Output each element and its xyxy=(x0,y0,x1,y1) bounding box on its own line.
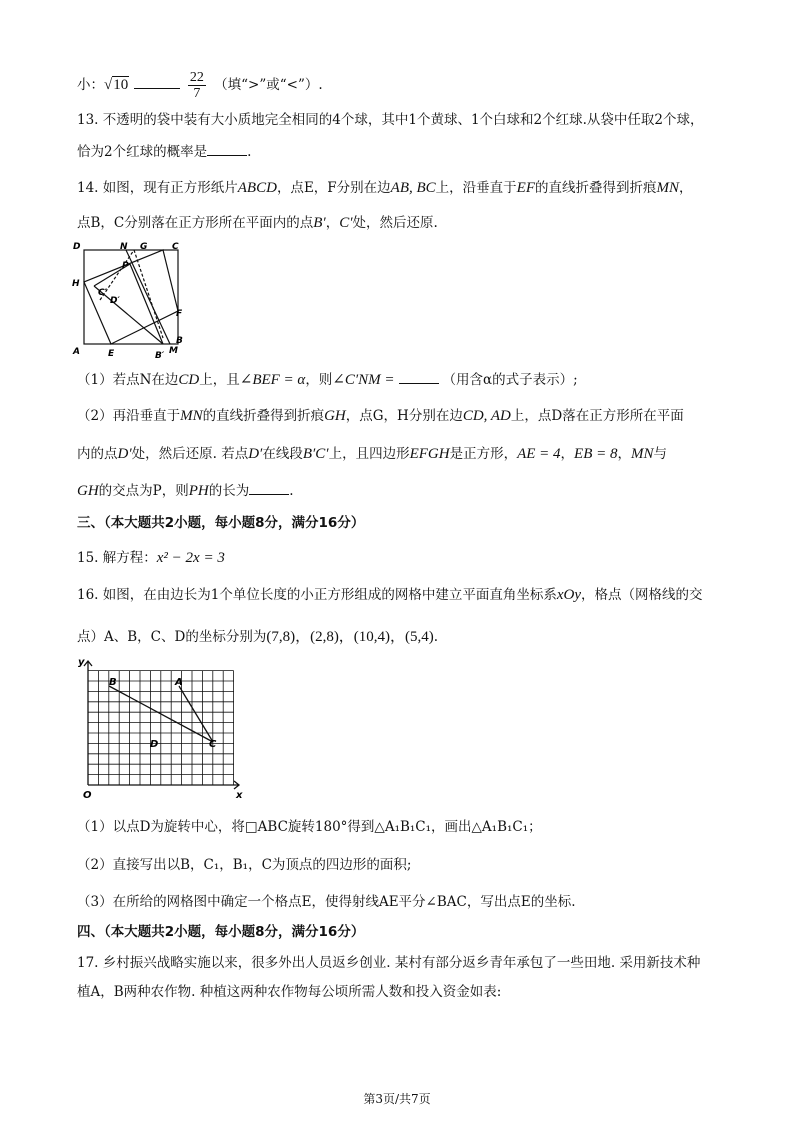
q16-part3: （3）在所给的网格图中确定一个格点E，使得射线AE平分∠BAC，写出点E的坐标. xyxy=(77,894,576,910)
q16-grid-figure xyxy=(76,655,246,805)
q14-line2: 点B，C分别落在正方形所在平面内的点B′，C′处，然后还原. xyxy=(77,215,438,231)
label-d: D xyxy=(73,242,81,252)
q13-line1: 13. 不透明的袋中装有大小质地完全相同的4个球，其中1个黄球、1个白球和2个红球.从袋中任取2个球， xyxy=(77,112,704,128)
q16-line2: 点）A、B，C、D的坐标分别为(7,8)，(2,8)，(10,4)，(5,4). xyxy=(77,629,439,645)
label-c: C xyxy=(172,242,179,252)
q15: 15. 解方程：x² − 2x = 3 xyxy=(77,550,225,566)
q14-part2-line3: GH的交点为P，则PH的长为 . xyxy=(77,480,294,501)
label-b: B xyxy=(109,677,117,688)
label-o: O xyxy=(83,790,92,801)
q14-blank1 xyxy=(399,369,439,384)
label-a: A xyxy=(175,677,183,688)
q12-blank xyxy=(134,74,180,89)
label-c-prime: C′ xyxy=(98,288,107,298)
segment-ac xyxy=(179,686,213,742)
q14-figure xyxy=(70,240,190,360)
page-footer: 第3页/共7页 xyxy=(363,1092,431,1106)
q14-part2-line2: 内的点D′处，然后还原. 若点D′在线段B′C′上，且四边形EFGH是正方形，AE = 4，EB = 8，MN与 xyxy=(77,446,667,462)
label-f: F xyxy=(176,309,183,319)
section-4-heading: 四、（本大题共2小题，每小题8分，满分16分） xyxy=(77,924,365,940)
q17-line2: 植A，B两种农作物. 种植这两种农作物每公顷所需人数和投入资金如表: xyxy=(77,984,502,1000)
label-n: N xyxy=(120,242,128,252)
label-y: y xyxy=(78,657,85,668)
q13-line2: 恰为2个红球的概率是 . xyxy=(77,141,251,162)
label-d-prime: D′ xyxy=(110,296,120,306)
label-b: B xyxy=(176,336,183,346)
label-x: x xyxy=(236,790,243,801)
q16-part1: （1）以点D为旋转中心，将□ABC旋转180°得到△A₁B₁C₁，画出△A₁B₁C₁； xyxy=(77,819,542,835)
q17-line1: 17. 乡村振兴战略实施以来，很多外出人员返乡创业. 某村有部分返乡青年承包了一些田地. 采用新技术种 xyxy=(77,955,701,971)
label-c: C xyxy=(209,739,217,750)
dashed-g-line xyxy=(134,250,163,338)
q16-part2: （2）直接写出以B，C₁，B₁，C为顶点的四边形的面积; xyxy=(77,857,412,873)
q16-line1: 16. 如图，在由边长为1个单位长度的小正方形组成的网格中建立平面直角坐标系xOy，格点（网格线的交 xyxy=(77,587,703,603)
label-e: E xyxy=(108,349,115,359)
crease-mn xyxy=(126,250,170,344)
section-3-heading: 三、（本大题共2小题，每小题8分，满分16分） xyxy=(77,515,365,531)
q12-suffix: （填“>”或“<”）. xyxy=(214,77,323,93)
label-h: H xyxy=(72,279,80,289)
q13-blank xyxy=(207,141,247,156)
fraction-22-7: $\frac{22}{7}$ xyxy=(189,70,204,101)
q14-part2-line1: （2）再沿垂直于MN的直线折叠得到折痕GH，点G，H分别在边CD, AD上，点D落在正方形所在平面 xyxy=(77,408,684,424)
q14-part1: （1）若点N在边CD上，且∠BEF = α，则∠C′NM = （用含α的式子表示）; xyxy=(77,369,578,390)
q14-blank2 xyxy=(249,480,289,495)
label-m: M xyxy=(169,346,178,356)
q12-prefix: 小： xyxy=(77,77,104,93)
q14-line1: 14. 如图，现有正方形纸片ABCD，点E，F分别在边AB, BC上，沿垂直于EF的直线折叠得到折痕MN， xyxy=(77,180,693,196)
label-g: G xyxy=(140,242,148,252)
label-d: D xyxy=(150,739,159,750)
label-p: P xyxy=(122,261,129,271)
label-b-prime: B′ xyxy=(155,351,165,360)
label-a: A xyxy=(73,347,80,357)
sqrt-10: √10 xyxy=(104,77,129,93)
q12-tail xyxy=(77,70,323,101)
